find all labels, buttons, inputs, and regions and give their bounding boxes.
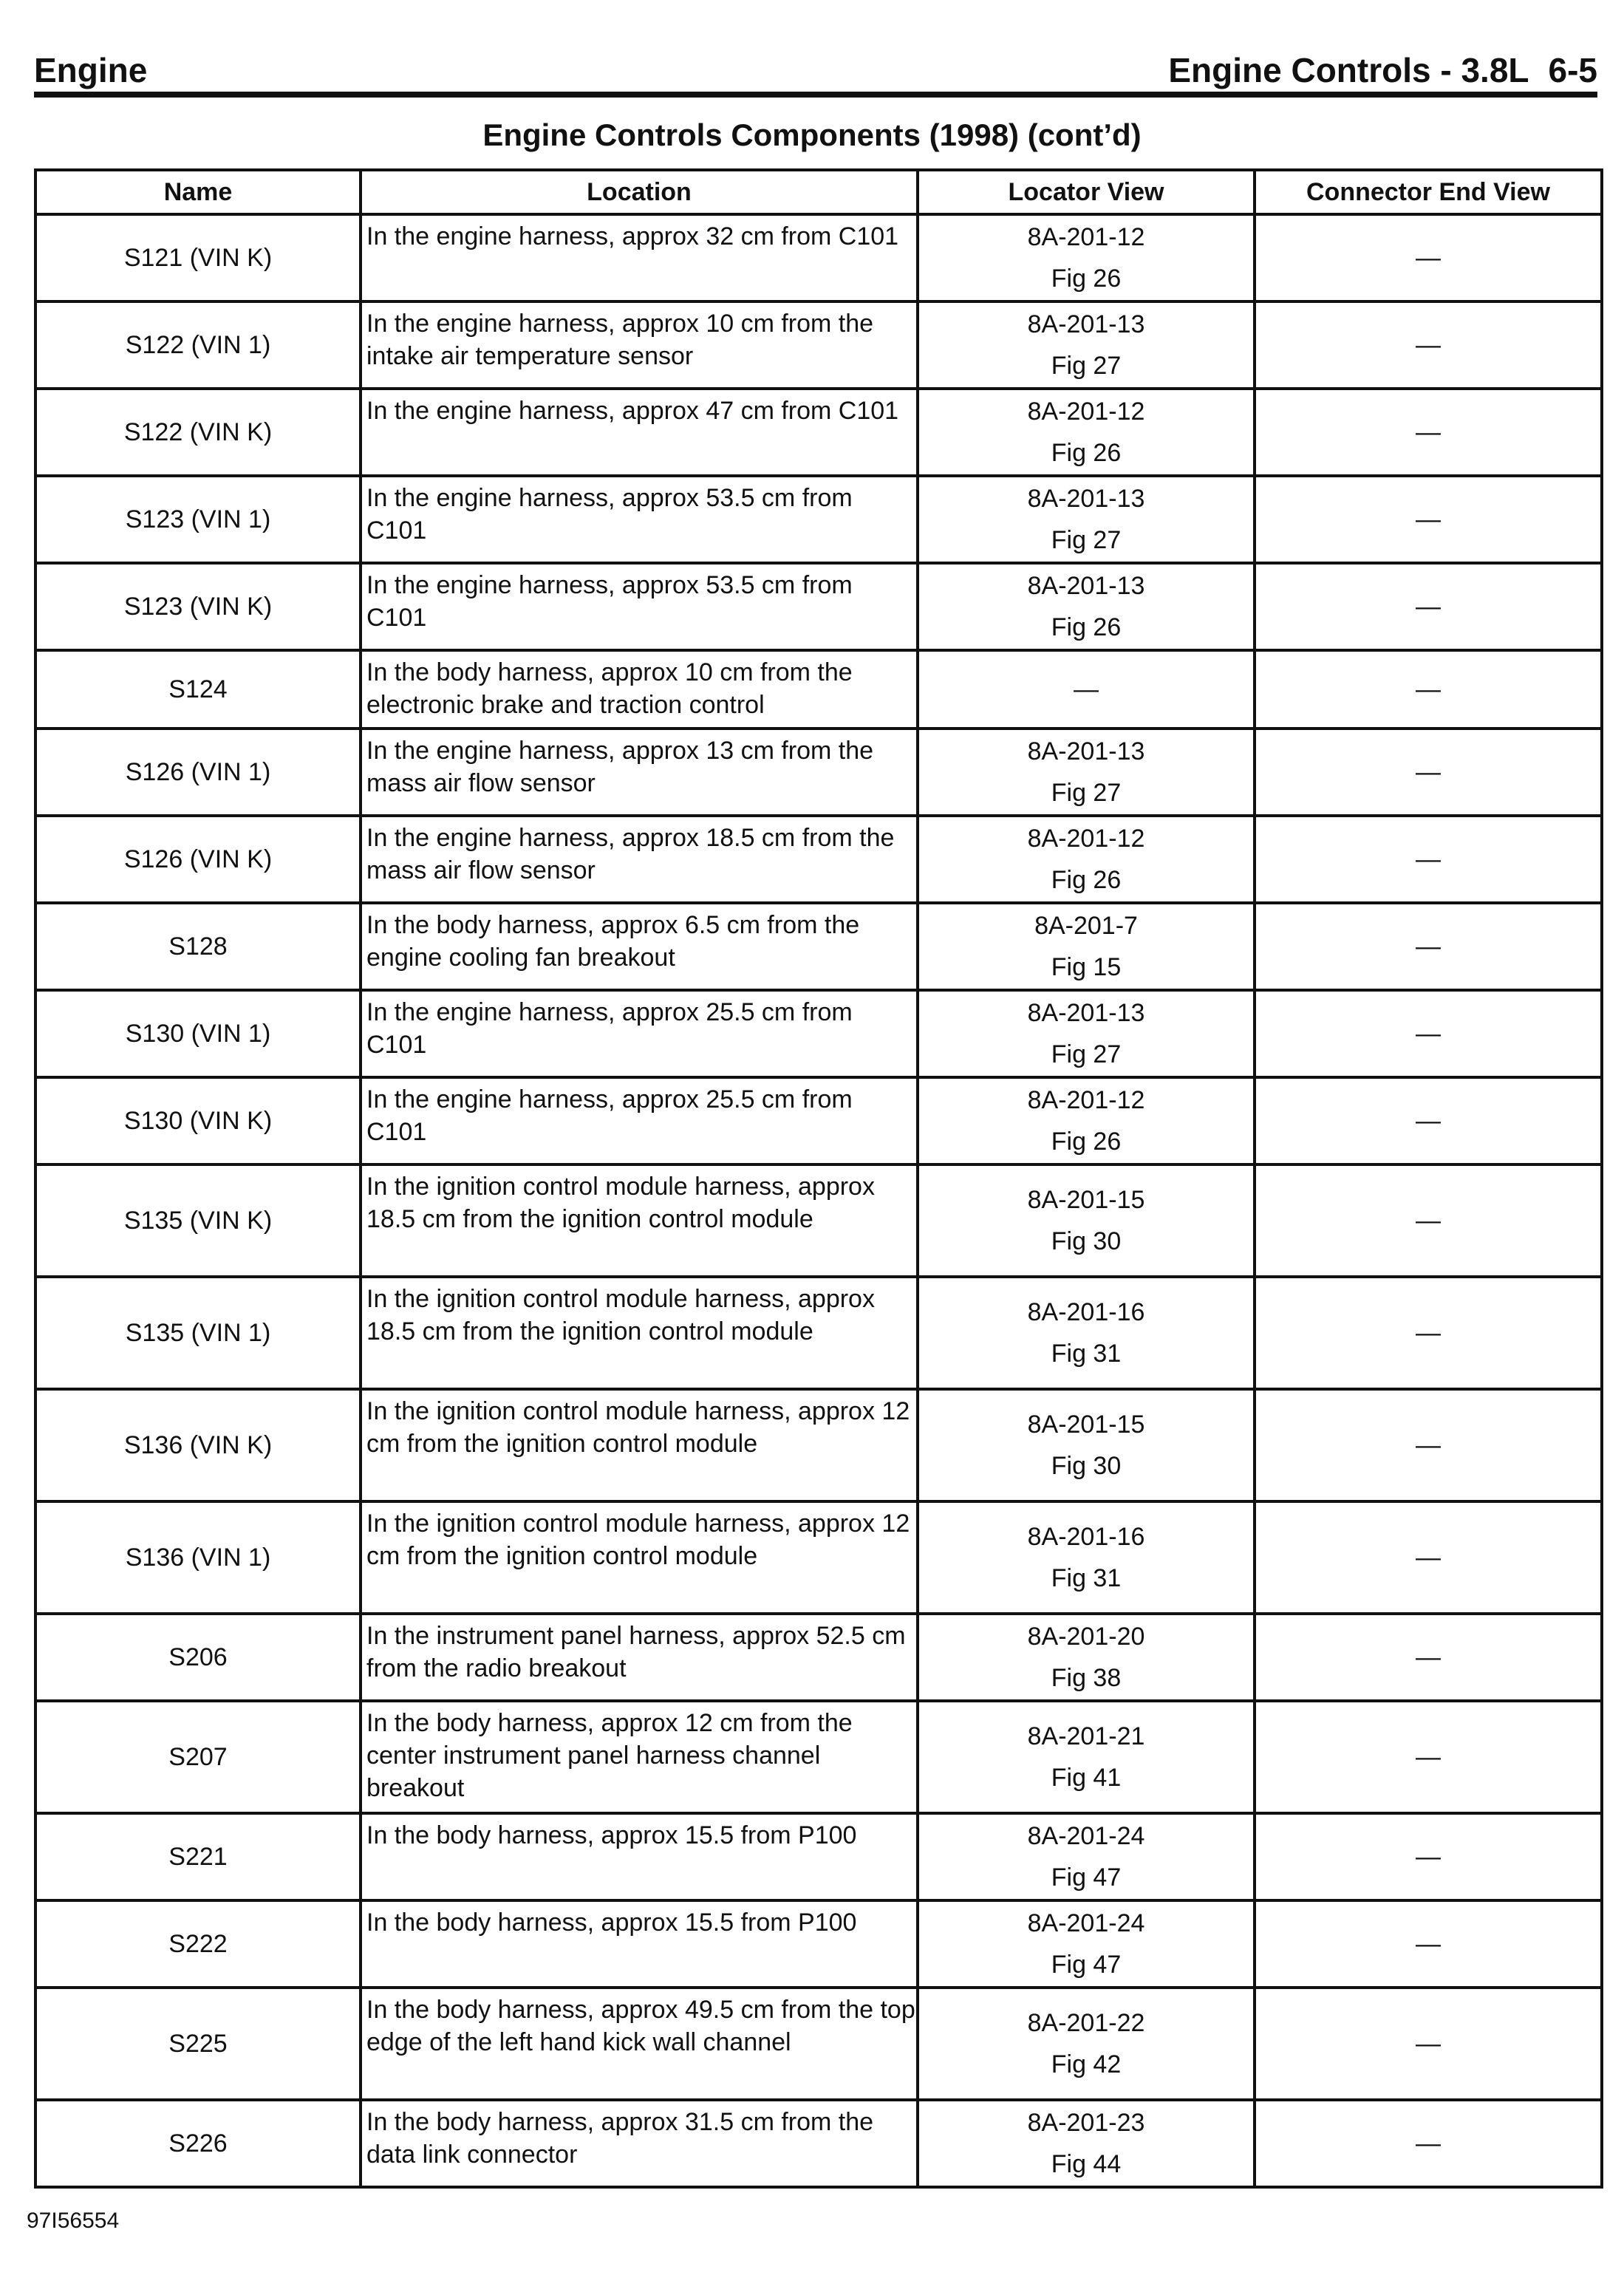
cell-name: S124 <box>35 650 361 729</box>
components-table <box>34 168 1603 2189</box>
chapter-heading <box>1168 53 1597 87</box>
cell-name: S226 <box>35 2100 361 2187</box>
page-header <box>34 43 1597 98</box>
locator-code: 8A-201-12 <box>1027 398 1145 426</box>
locator-code: 8A-201-16 <box>1027 1523 1145 1551</box>
locator-code: 8A-201-20 <box>1027 1623 1145 1651</box>
cell-locator-view <box>918 1614 1255 1701</box>
cell-connector-end-view: — <box>1255 1501 1602 1614</box>
locator-code: 8A-201-13 <box>1027 572 1145 600</box>
locator-code: 8A-201-24 <box>1027 1909 1145 1937</box>
locator-code: 8A-201-13 <box>1027 485 1145 513</box>
cell-location: In the body harness, approx 15.5 from P100 <box>361 1900 918 1988</box>
cell-connector-end-view: — <box>1255 729 1602 816</box>
cell-name: S222 <box>35 1900 361 1988</box>
table-row <box>35 990 1602 1077</box>
locator-figure: Fig 41 <box>1051 1764 1122 1792</box>
locator-code: 8A-201-15 <box>1027 1186 1145 1214</box>
locator-figure: Fig 26 <box>1051 439 1122 467</box>
cell-name: S122 (VIN K) <box>35 389 361 476</box>
locator-figure: Fig 27 <box>1051 779 1122 807</box>
table-row <box>35 1701 1602 1813</box>
cell-name: S126 (VIN 1) <box>35 729 361 816</box>
cell-location: In the ignition control module harness, approx 18.5 cm from the ignition control module <box>361 1164 918 1277</box>
table-row <box>35 1501 1602 1614</box>
cell-locator-view <box>918 2100 1255 2187</box>
locator-code: 8A-201-7 <box>1034 912 1138 940</box>
table-row <box>35 729 1602 816</box>
locator-figure: Fig 30 <box>1051 1452 1122 1480</box>
cell-name: S126 (VIN K) <box>35 816 361 903</box>
cell-name: S122 (VIN 1) <box>35 301 361 389</box>
figure-id: 97I56554 <box>27 2209 120 2233</box>
cell-location: In the body harness, approx 49.5 cm from the top edge of the left hand kick wall channel <box>361 1988 918 2100</box>
locator-code: 8A-201-16 <box>1027 1298 1145 1326</box>
cell-location: In the engine harness, approx 53.5 cm from C101 <box>361 563 918 650</box>
cell-locator-view <box>918 1277 1255 1389</box>
cell-name: S130 (VIN K) <box>35 1077 361 1164</box>
cell-locator-view <box>918 1701 1255 1813</box>
table-row <box>35 476 1602 563</box>
table-row <box>35 650 1602 729</box>
locator-figure: Fig 38 <box>1051 1664 1122 1692</box>
locator-figure: Fig 31 <box>1051 1564 1122 1592</box>
table-header-row <box>35 170 1602 214</box>
cell-name: S136 (VIN 1) <box>35 1501 361 1614</box>
column-header-location: Location <box>361 170 918 214</box>
table-row <box>35 1077 1602 1164</box>
cell-location: In the engine harness, approx 10 cm from the intake air temperature sensor <box>361 301 918 389</box>
cell-locator-view <box>918 1389 1255 1501</box>
cell-connector-end-view: — <box>1255 476 1602 563</box>
cell-location: In the ignition control module harness, approx 12 cm from the ignition control module <box>361 1501 918 1614</box>
cell-locator-view <box>918 1900 1255 1988</box>
table-row <box>35 2100 1602 2187</box>
cell-name: S123 (VIN K) <box>35 563 361 650</box>
cell-locator-view <box>918 476 1255 563</box>
cell-name: S221 <box>35 1813 361 1900</box>
table-row <box>35 903 1602 990</box>
cell-locator-view <box>918 301 1255 389</box>
locator-figure: Fig 26 <box>1051 613 1122 641</box>
locator-figure: Fig 27 <box>1051 1040 1122 1068</box>
cell-location: In the body harness, approx 10 cm from the electronic brake and traction control <box>361 650 918 729</box>
cell-locator-view <box>918 729 1255 816</box>
locator-code: 8A-201-24 <box>1027 1822 1145 1850</box>
cell-location: In the body harness, approx 12 cm from the center instrument panel harness channel breakout <box>361 1701 918 1813</box>
locator-figure: Fig 26 <box>1051 265 1122 293</box>
cell-connector-end-view: — <box>1255 1701 1602 1813</box>
cell-connector-end-view: — <box>1255 1277 1602 1389</box>
section-title: Engine <box>34 51 148 89</box>
locator-code: 8A-201-12 <box>1027 1086 1145 1114</box>
cell-name: S123 (VIN 1) <box>35 476 361 563</box>
locator-figure: Fig 15 <box>1051 953 1122 981</box>
cell-locator-view <box>918 563 1255 650</box>
locator-code: 8A-201-12 <box>1027 223 1145 251</box>
cell-locator-view <box>918 1501 1255 1614</box>
cell-location: In the body harness, approx 31.5 cm from the data link connector <box>361 2100 918 2187</box>
cell-locator-view <box>918 214 1255 301</box>
cell-location: In the instrument panel harness, approx 52.5 cm from the radio breakout <box>361 1614 918 1701</box>
cell-connector-end-view: — <box>1255 1614 1602 1701</box>
locator-figure: Fig 31 <box>1051 1340 1122 1368</box>
cell-connector-end-view: — <box>1255 1988 1602 2100</box>
locator-code: 8A-201-12 <box>1027 825 1145 853</box>
cell-name: S206 <box>35 1614 361 1701</box>
locator-figure: Fig 26 <box>1051 866 1122 894</box>
locator-code: 8A-201-13 <box>1027 310 1145 338</box>
cell-locator-view <box>918 650 1255 729</box>
cell-connector-end-view: — <box>1255 389 1602 476</box>
table-row <box>35 1614 1602 1701</box>
cell-locator-view <box>918 903 1255 990</box>
table-row <box>35 389 1602 476</box>
cell-name: S207 <box>35 1701 361 1813</box>
cell-name: S225 <box>35 1988 361 2100</box>
table-row <box>35 301 1602 389</box>
locator-code: 8A-201-21 <box>1027 1722 1145 1750</box>
table-row <box>35 816 1602 903</box>
cell-location: In the engine harness, approx 18.5 cm from the mass air flow sensor <box>361 816 918 903</box>
cell-name: S135 (VIN 1) <box>35 1277 361 1389</box>
table-row <box>35 1277 1602 1389</box>
cell-locator-view <box>918 1813 1255 1900</box>
table-row <box>35 1900 1602 1988</box>
locator-code: 8A-201-13 <box>1027 999 1145 1027</box>
locator-figure: Fig 42 <box>1051 2050 1122 2078</box>
locator-figure: Fig 47 <box>1051 1863 1122 1892</box>
locator-figure: Fig 44 <box>1051 2150 1122 2178</box>
table-title: Engine Controls Components (1998) (cont’d) <box>482 117 1142 152</box>
cell-locator-view <box>918 990 1255 1077</box>
cell-name: S128 <box>35 903 361 990</box>
cell-location: In the engine harness, approx 13 cm from the mass air flow sensor <box>361 729 918 816</box>
locator-figure: Fig 26 <box>1051 1128 1122 1156</box>
table-row <box>35 1813 1602 1900</box>
locator-code: 8A-201-23 <box>1027 2109 1145 2137</box>
cell-name: S135 (VIN K) <box>35 1164 361 1277</box>
locator-figure: Fig 27 <box>1051 526 1122 554</box>
cell-location: In the engine harness, approx 47 cm from C101 <box>361 389 918 476</box>
locator-code: — <box>1074 675 1099 703</box>
cell-connector-end-view: — <box>1255 650 1602 729</box>
cell-location: In the ignition control module harness, approx 18.5 cm from the ignition control module <box>361 1277 918 1389</box>
components-table-wrapper <box>34 168 1600 2189</box>
chapter-title: Engine Controls - 3.8L <box>1168 51 1529 89</box>
table-row <box>35 1164 1602 1277</box>
cell-connector-end-view: — <box>1255 2100 1602 2187</box>
cell-location: In the body harness, approx 15.5 from P100 <box>361 1813 918 1900</box>
cell-location: In the engine harness, approx 25.5 cm from C101 <box>361 1077 918 1164</box>
cell-name: S136 (VIN K) <box>35 1389 361 1501</box>
cell-name: S121 (VIN K) <box>35 214 361 301</box>
cell-locator-view <box>918 816 1255 903</box>
locator-code: 8A-201-13 <box>1027 737 1145 765</box>
cell-connector-end-view: — <box>1255 301 1602 389</box>
column-header-locator-view: Locator View <box>918 170 1255 214</box>
cell-connector-end-view: — <box>1255 1813 1602 1900</box>
cell-connector-end-view: — <box>1255 1389 1602 1501</box>
cell-locator-view <box>918 1077 1255 1164</box>
page-number: 6-5 <box>1548 51 1597 89</box>
locator-code: 8A-201-15 <box>1027 1411 1145 1439</box>
column-header-connector-end-view: Connector End View <box>1255 170 1602 214</box>
table-row <box>35 214 1602 301</box>
cell-locator-view <box>918 389 1255 476</box>
cell-connector-end-view: — <box>1255 903 1602 990</box>
locator-figure: Fig 30 <box>1051 1227 1122 1255</box>
cell-location: In the body harness, approx 6.5 cm from the engine cooling fan breakout <box>361 903 918 990</box>
locator-code: 8A-201-22 <box>1027 2009 1145 2037</box>
table-row <box>35 563 1602 650</box>
cell-name: S130 (VIN 1) <box>35 990 361 1077</box>
column-header-name: Name <box>35 170 361 214</box>
cell-connector-end-view: — <box>1255 816 1602 903</box>
locator-figure: Fig 47 <box>1051 1951 1122 1979</box>
cell-connector-end-view: — <box>1255 214 1602 301</box>
cell-location: In the engine harness, approx 53.5 cm from C101 <box>361 476 918 563</box>
cell-location: In the engine harness, approx 32 cm from C101 <box>361 214 918 301</box>
cell-connector-end-view: — <box>1255 990 1602 1077</box>
cell-connector-end-view: — <box>1255 1077 1602 1164</box>
cell-locator-view <box>918 1164 1255 1277</box>
cell-connector-end-view: — <box>1255 1900 1602 1988</box>
cell-locator-view <box>918 1988 1255 2100</box>
cell-location: In the engine harness, approx 25.5 cm from C101 <box>361 990 918 1077</box>
cell-location: In the ignition control module harness, approx 12 cm from the ignition control module <box>361 1389 918 1501</box>
table-row <box>35 1988 1602 2100</box>
cell-connector-end-view: — <box>1255 1164 1602 1277</box>
table-row <box>35 1389 1602 1501</box>
cell-connector-end-view: — <box>1255 563 1602 650</box>
locator-figure: Fig 27 <box>1051 352 1122 380</box>
